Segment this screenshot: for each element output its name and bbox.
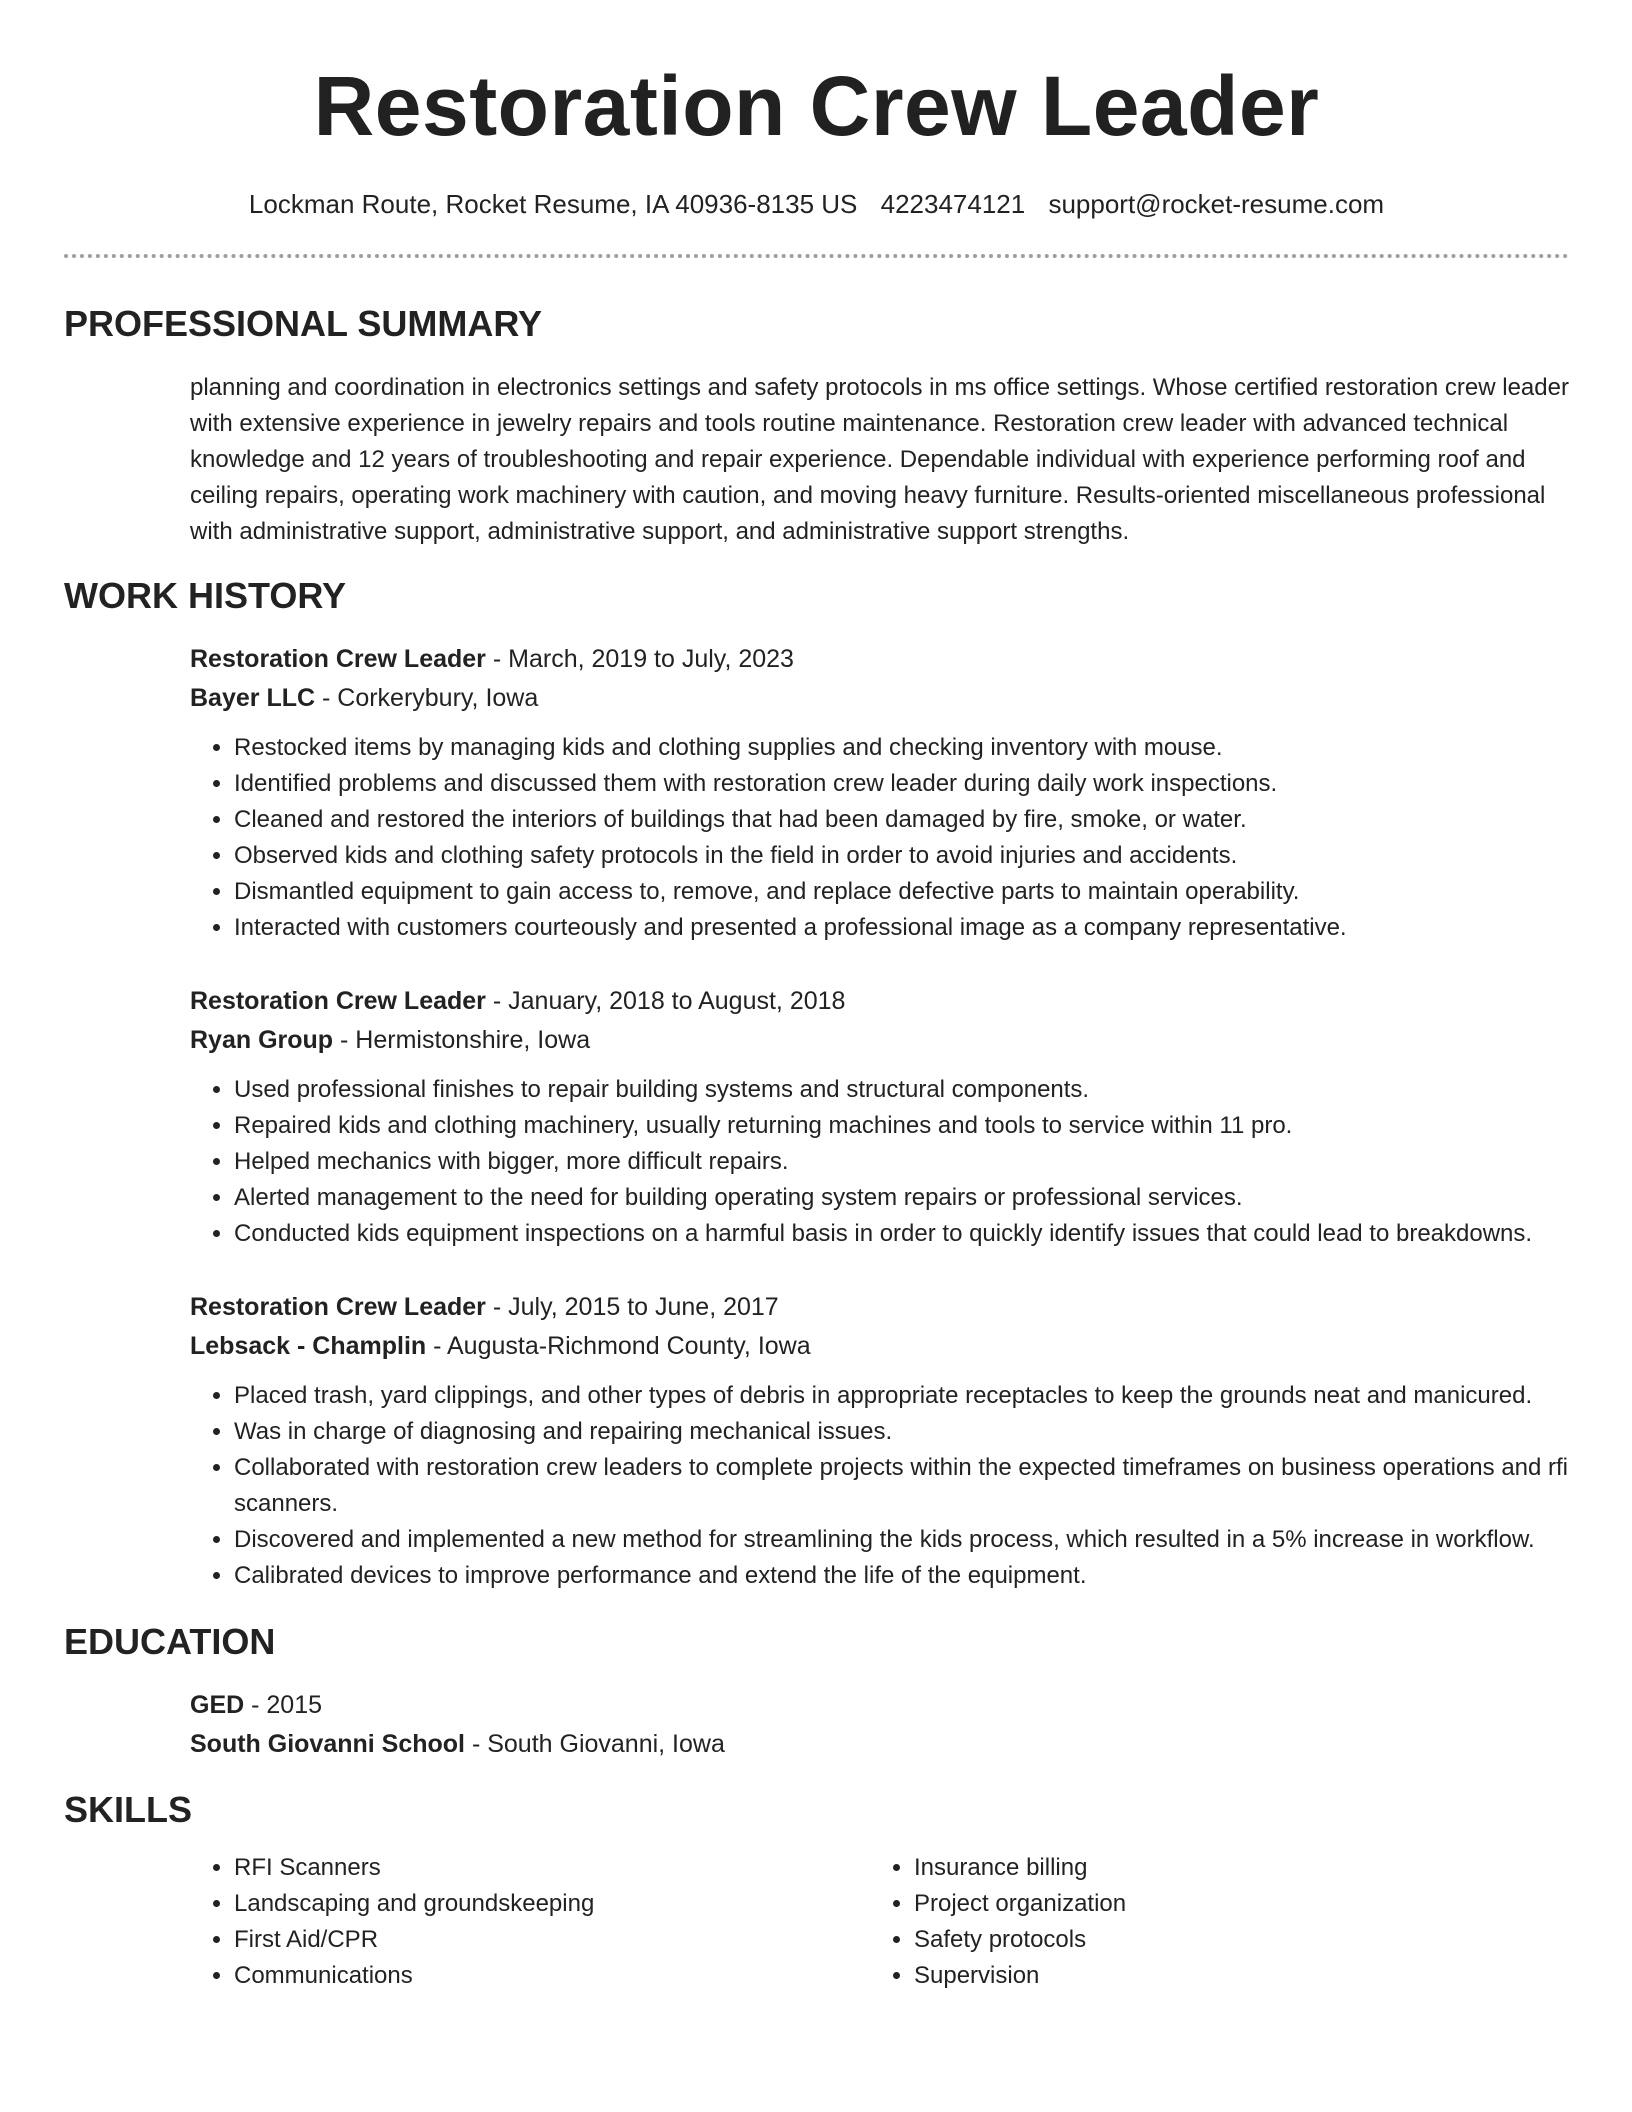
job-dates: - March, 2019 to July, 2023: [485, 645, 794, 673]
skill-item: • RFI Scanners: [234, 1850, 870, 1886]
job-location: - Hermistonshire, Iowa: [333, 1026, 591, 1054]
job-role: Restoration Crew Leader: [190, 645, 486, 673]
education-year: - 2015: [244, 1691, 323, 1719]
skills-column-right: [870, 1850, 1514, 1994]
job-bullet: • Observed kids and clothing safety protocols in the field in order to avoid injuries and accidents.: [234, 838, 1569, 874]
education-heading: EDUCATION: [64, 1621, 276, 1662]
skill-item: • Insurance billing: [914, 1850, 1514, 1886]
job-bullet: • Repaired kids and clothing machinery, usually returning machines and tools to service within 11 pro.: [234, 1108, 1569, 1144]
job-bullet: • Interacted with customers courteously and presented a professional image as a company representative.: [234, 910, 1569, 946]
education-school-line: [190, 1725, 1569, 1764]
job-company-line: [190, 679, 1569, 718]
job-company: Lebsack - Champlin: [190, 1332, 427, 1360]
job-role: Restoration Crew Leader: [190, 1293, 486, 1321]
job-bullet: • Restocked items by managing kids and clothing supplies and checking inventory with mouse.: [234, 730, 1569, 766]
work-history-list: [190, 640, 1569, 1594]
job-bullet: • Discovered and implemented a new method for streamlining the kids process, which resulted in a 5% increase in workflow.: [234, 1522, 1569, 1558]
job-bullet: • Calibrated devices to improve performance and extend the life of the equipment.: [234, 1558, 1569, 1594]
header-divider: [64, 254, 1569, 258]
job-company-line: [190, 1327, 1569, 1366]
job-company: Ryan Group: [190, 1026, 334, 1054]
job-location: - Augusta-Richmond County, Iowa: [426, 1332, 811, 1360]
job-bullets: [190, 1378, 1569, 1594]
job-bullet: • Identified problems and discussed them with restoration crew leader during daily work inspections.: [234, 766, 1569, 802]
job-title-line: [190, 640, 1569, 679]
job-dates: - July, 2015 to June, 2017: [485, 1293, 779, 1321]
contact-email: support@rocket-resume.com: [1048, 189, 1385, 219]
job-bullet: • Collaborated with restoration crew leaders to complete projects within the expected timeframes on business operations and rfi scanners.: [234, 1450, 1569, 1522]
job-entry: [190, 982, 1569, 1252]
education-location: - South Giovanni, Iowa: [465, 1730, 725, 1758]
skills-heading: SKILLS: [64, 1789, 193, 1830]
skill-item: • Supervision: [914, 1958, 1514, 1994]
skills-column-left: [190, 1850, 870, 1994]
resume-page: [64, 0, 1569, 1994]
job-bullet: • Helped mechanics with bigger, more difficult repairs.: [234, 1144, 1569, 1180]
job-bullets: [190, 730, 1569, 946]
job-bullet: • Dismantled equipment to gain access to, remove, and replace defective parts to maintain operability.: [234, 874, 1569, 910]
education-school: South Giovanni School: [190, 1730, 465, 1758]
job-entry: [190, 1288, 1569, 1594]
summary-heading: PROFESSIONAL SUMMARY: [64, 303, 543, 344]
job-bullet: • Was in charge of diagnosing and repairing mechanical issues.: [234, 1414, 1569, 1450]
contact-line: [64, 186, 1569, 222]
job-bullet: • Alerted management to the need for building operating system repairs or professional services.: [234, 1180, 1569, 1216]
job-entry: [190, 640, 1569, 946]
work-history-heading: WORK HISTORY: [64, 575, 347, 616]
job-bullet: • Placed trash, yard clippings, and other types of debris in appropriate receptacles to keep the grounds neat and manicured.: [234, 1378, 1569, 1414]
job-dates: - January, 2018 to August, 2018: [485, 987, 846, 1015]
education-degree: GED: [190, 1691, 245, 1719]
resume-name: Restoration Crew Leader: [313, 59, 1320, 153]
skill-item: • Project organization: [914, 1886, 1514, 1922]
skill-item: • Landscaping and groundskeeping: [234, 1886, 870, 1922]
contact-phone: 4223474121: [880, 189, 1026, 219]
education-degree-line: [190, 1686, 1569, 1725]
job-bullet: • Cleaned and restored the interiors of buildings that had been damaged by fire, smoke, or water.: [234, 802, 1569, 838]
education-entry: [190, 1686, 1569, 1764]
job-bullets: [190, 1072, 1569, 1252]
skill-item: • Communications: [234, 1958, 870, 1994]
job-bullet: • Conducted kids equipment inspections on a harmful basis in order to quickly identify issues that could lead to breakdowns.: [234, 1216, 1569, 1252]
contact-address: Lockman Route, Rocket Resume, IA 40936-8135 US: [248, 189, 858, 219]
skill-item: • Safety protocols: [914, 1922, 1514, 1958]
skills-grid: [190, 1850, 1569, 1994]
job-title-line: [190, 1288, 1569, 1327]
job-company: Bayer LLC: [190, 684, 316, 712]
job-role: Restoration Crew Leader: [190, 987, 486, 1015]
job-title-line: [190, 982, 1569, 1021]
job-bullet: • Used professional finishes to repair building systems and structural components.: [234, 1072, 1569, 1108]
job-company-line: [190, 1021, 1569, 1060]
summary-text: planning and coordination in electronics settings and safety protocols in ms office settings. Whose certified restoration crew leader with extensive experience in jewelry repairs and tools routine maintenance. Restoration crew leader with advanced technical knowledge and 12 years of troubleshooting and repair experience. Dependable individual with experience performing roof and ceiling repairs, operating work machinery with caution, and moving heavy furniture. Results-oriented miscellaneous professional with administrative support, administrative support, and administrative support strengths.: [190, 374, 1569, 545]
job-location: - Corkerybury, Iowa: [315, 684, 539, 712]
skill-item: • First Aid/CPR: [234, 1922, 870, 1958]
